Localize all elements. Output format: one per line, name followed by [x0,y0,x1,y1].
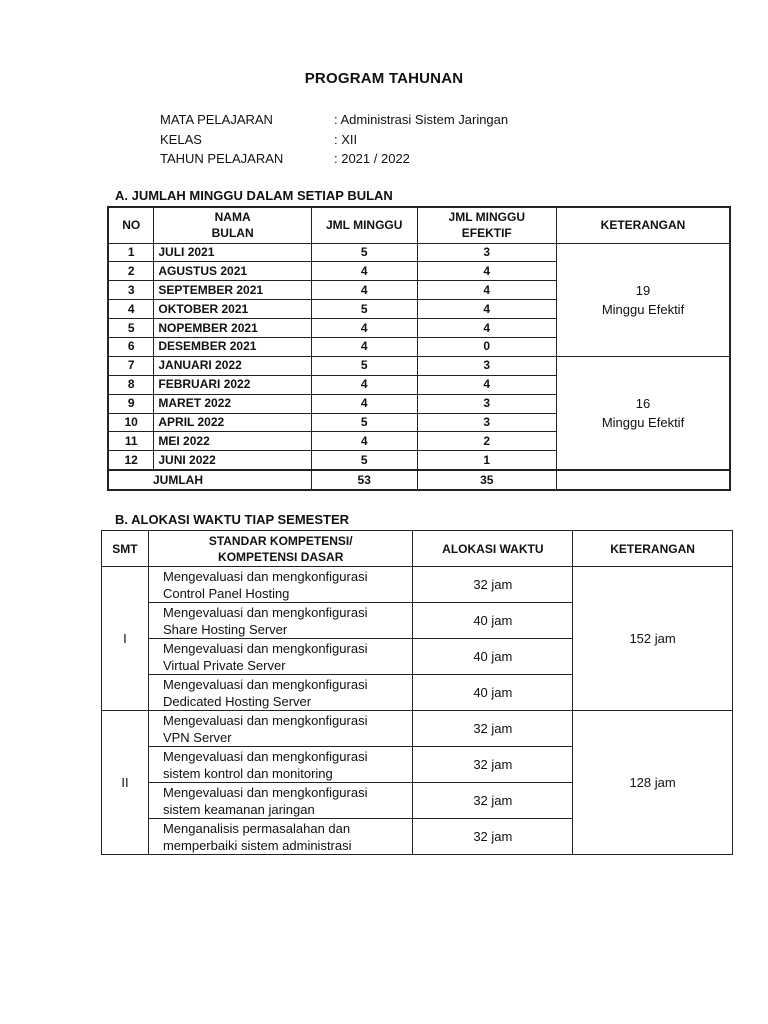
competency-line: Mengevaluasi dan mengkonfigurasi [162,712,368,728]
allocation-cell: 32 jam [413,567,573,603]
semester-2-effective-note [557,356,731,470]
cell-month: MARET 2022 [154,394,312,413]
competency-cell [148,711,413,747]
semester-label: I [102,567,149,711]
cell-weeks: 4 [311,337,417,356]
cell-weeks: 5 [311,451,417,470]
competency-cell [148,567,413,603]
cell-month: JUNI 2022 [154,451,312,470]
cell-no: 8 [108,375,154,394]
header-month-name [154,207,312,243]
semester-label: II [102,711,149,855]
cell-effective: 2 [417,432,556,451]
header-line: BULAN [211,226,254,241]
cell-month: OKTOBER 2021 [154,300,312,319]
competency-line: Mengevaluasi dan mengkonfigurasi [162,784,368,800]
header-line: NAMA [214,210,251,225]
allocation-cell: 32 jam [413,711,573,747]
competency-line: Mengevaluasi dan mengkonfigurasi [162,640,368,656]
cell-month: NOPEMBER 2021 [154,319,312,338]
allocation-cell: 32 jam [413,783,573,819]
cell-no: 4 [108,300,154,319]
cell-weeks: 5 [311,413,417,432]
info-label: KELAS [160,131,202,147]
cell-month: APRIL 2022 [154,413,312,432]
cell-weeks: 4 [311,375,417,394]
cell-weeks: 5 [311,300,417,319]
table-header-row [108,207,730,243]
total-effective: 35 [417,470,556,490]
header-notes: KETERANGAN [557,207,731,243]
semester-1-effective-note [557,243,731,356]
competency-line: memperbaiki sistem administrasi [162,837,352,853]
cell-no: 3 [108,281,154,300]
competency-line: Control Panel Hosting [162,585,290,601]
allocation-cell: 32 jam [413,819,573,855]
header-no: NO [108,207,154,243]
cell-weeks: 5 [311,356,417,375]
header-semester: SMT [102,531,149,567]
cell-no: 12 [108,451,154,470]
competency-line: sistem kontrol dan monitoring [162,765,333,781]
total-label: JUMLAH [108,470,311,490]
cell-effective: 3 [417,243,556,262]
info-label: TAHUN PELAJARAN [160,151,284,167]
note-number: 16 [635,396,651,412]
cell-weeks: 4 [311,394,417,413]
header-line: STANDAR KOMPETENSI/ [208,533,353,548]
cell-no: 10 [108,413,154,432]
table-row [108,356,730,375]
cell-month: SEPTEMBER 2021 [154,281,312,300]
cell-effective: 4 [417,262,556,281]
allocation-cell: 40 jam [413,639,573,675]
cell-no: 7 [108,356,154,375]
info-value: : XII [334,131,358,147]
info-row-class [160,130,508,150]
cell-weeks: 4 [311,432,417,451]
page-title: PROGRAM TAHUNAN [304,70,464,87]
section-b-title: B. ALOKASI WAKTU TIAP SEMESTER [115,512,350,527]
competency-cell [148,747,413,783]
header-line: EFEKTIF [461,226,512,241]
competency-cell [148,603,413,639]
allocation-cell: 40 jam [413,675,573,711]
info-value: : Administrasi Sistem Jaringan [334,112,509,128]
cell-weeks: 4 [311,319,417,338]
cell-weeks: 4 [311,281,417,300]
competency-line: sistem keamanan jaringan [162,801,315,817]
cell-month: MEI 2022 [154,432,312,451]
info-row-year [160,149,508,169]
competency-line: VPN Server [162,729,232,745]
table-row [108,243,730,262]
subject-info [160,110,508,169]
cell-effective: 0 [417,337,556,356]
cell-no: 5 [108,319,154,338]
cell-month: AGUSTUS 2021 [154,262,312,281]
note-number: 19 [635,282,651,298]
cell-month: FEBRUARI 2022 [154,375,312,394]
total-row [108,470,730,490]
total-notes [557,470,731,490]
cell-effective: 4 [417,281,556,300]
competency-cell [148,783,413,819]
competency-cell [148,819,413,855]
header-line: KOMPETENSI DASAR [218,549,344,564]
semester-total: 152 jam [573,567,733,711]
total-weeks: 53 [311,470,417,490]
weeks-per-month-table [107,206,731,491]
header-notes: KETERANGAN [573,531,733,567]
cell-no: 1 [108,243,154,262]
cell-weeks: 5 [311,243,417,262]
cell-no: 2 [108,262,154,281]
info-value: : 2021 / 2022 [334,151,410,167]
semester-allocation-table [101,530,733,855]
cell-effective: 3 [417,356,556,375]
competency-line: Dedicated Hosting Server [162,693,312,709]
header-time-allocation: ALOKASI WAKTU [413,531,573,567]
competency-cell [148,639,413,675]
competency-line: Menganalisis permasalahan dan [162,820,351,836]
allocation-cell: 32 jam [413,747,573,783]
cell-effective: 3 [417,413,556,432]
header-line: JML MINGGU [448,210,525,225]
header-effective-weeks [417,207,556,243]
section-a-title: A. JUMLAH MINGGU DALAM SETIAP BULAN [115,188,393,203]
note-text: Minggu Efektif [601,301,685,317]
cell-no: 11 [108,432,154,451]
competency-line: Share Hosting Server [162,621,288,637]
competency-line: Mengevaluasi dan mengkonfigurasi [162,604,368,620]
cell-effective: 4 [417,375,556,394]
header-weeks: JML MINGGU [311,207,417,243]
cell-month: JANUARI 2022 [154,356,312,375]
competency-line: Mengevaluasi dan mengkonfigurasi [162,748,368,764]
cell-effective: 3 [417,394,556,413]
cell-no: 9 [108,394,154,413]
cell-month: DESEMBER 2021 [154,337,312,356]
cell-effective: 4 [417,319,556,338]
cell-weeks: 4 [311,262,417,281]
competency-line: Mengevaluasi dan mengkonfigurasi [162,676,368,692]
table-row [102,567,733,603]
header-competency [148,531,413,567]
competency-cell [148,675,413,711]
semester-total: 128 jam [573,711,733,855]
competency-line: Mengevaluasi dan mengkonfigurasi [162,568,368,584]
cell-month: JULI 2021 [154,243,312,262]
table-row [102,711,733,747]
allocation-cell: 40 jam [413,603,573,639]
table-header-row [102,531,733,567]
cell-effective: 4 [417,300,556,319]
competency-line: Virtual Private Server [162,657,286,673]
info-label: MATA PELAJARAN [160,112,273,128]
note-text: Minggu Efektif [601,415,685,431]
cell-effective: 1 [417,451,556,470]
cell-no: 6 [108,337,154,356]
info-row-subject [160,110,508,130]
